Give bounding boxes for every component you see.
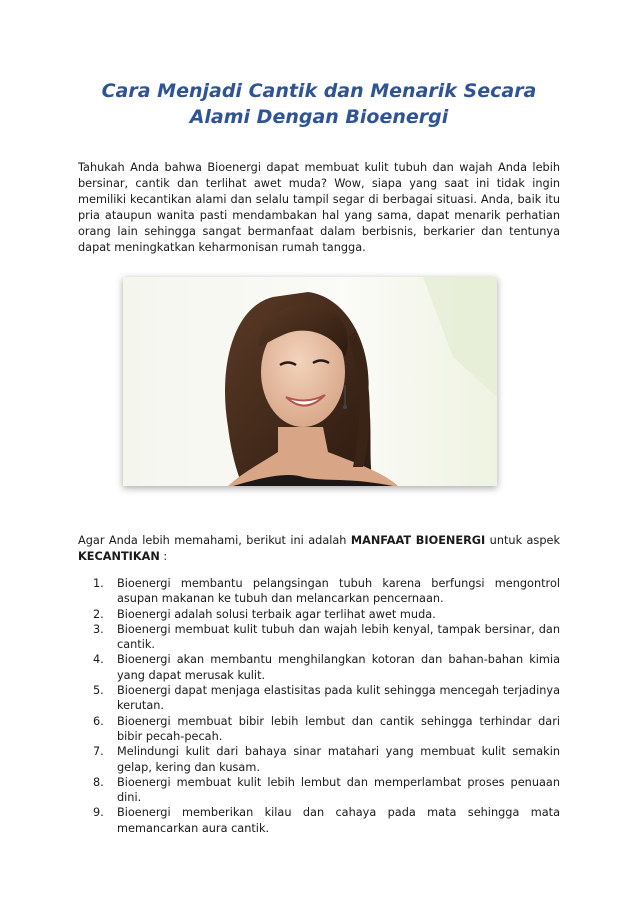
lead-bold-manfaat: MANFAAT BIOENERGI xyxy=(350,534,486,547)
list-item-number: 9. xyxy=(93,806,104,820)
list-item-text: Bioenergi membuat bibir lebih lembut dan cantik sehingga terhindar dari bibir pecah-pecah. xyxy=(117,714,560,743)
list-item-text: Bioenergi dapat menjaga elastisitas pada kulit sehingga mencegah terjadinya kerutan. xyxy=(117,684,560,713)
list-item-number: 5. xyxy=(93,684,104,698)
list-item xyxy=(78,607,560,622)
list-item-text: Bioenergi membantu pelangsingan tubuh karena berfungsi mengontrol asupan makanan ke tubuh dan melancarkan pencernaan. xyxy=(117,577,560,606)
intro-paragraph: Tahukah Anda bahwa Bioenergi dapat membuat kulit tubuh dan wajah Anda lebih bersinar, cantik dan terlihat awet muda? Wow, siapa yang saat ini tidak ingin memiliki kecantikan alami dan selalu tampil segar di berbagai situasi. Anda, baik itu pria ataupun wanita pasti mendambakan hal yang sama, dapat menarik perhatian orang lain sehingga sangat bermanfaat dalam berbisnis, berkarier dan tentunya dapat meningkatkan keharmonisan rumah tangga. xyxy=(78,161,560,254)
lead-text-3: : xyxy=(159,550,168,563)
list-item-text: Bioenergi akan membantu menghilangkan kotoran dan bahan-bahan kimia yang dapat merusak kulit. xyxy=(117,653,560,682)
list-item-text: Melindungi kulit dari bahaya sinar matahari yang membuat kulit semakin gelap, kering dan kusam. xyxy=(117,745,560,774)
page-title: Cara Menjadi Cantik dan Menarik Secara Alami Dengan Bioenergi xyxy=(101,80,537,128)
woman-portrait-photo xyxy=(123,277,497,486)
list-item-number: 8. xyxy=(93,775,104,789)
list-item-number: 2. xyxy=(93,607,104,621)
list-item xyxy=(78,775,560,806)
benefits-list xyxy=(78,576,560,836)
list-item-number: 7. xyxy=(93,745,104,759)
list-item-number: 1. xyxy=(93,577,104,590)
list-item xyxy=(78,805,560,836)
lead-paragraph xyxy=(78,533,560,565)
list-item-text: Bioenergi adalah solusi terbaik agar terlihat awet muda. xyxy=(117,607,436,621)
list-item xyxy=(78,714,560,745)
list-item xyxy=(78,576,560,607)
list-item-number: 6. xyxy=(93,714,104,728)
lead-text-1: Agar Anda lebih memahami, berikut ini adalah xyxy=(78,534,351,547)
list-item xyxy=(78,744,560,775)
list-item-number: 3. xyxy=(93,622,104,636)
list-item-text: Bioenergi membuat kulit lebih lembut dan memperlambat proses penuaan dini. xyxy=(117,775,560,805)
list-item-text: Bioenergi membuat kulit tubuh dan wajah lebih kenyal, tampak bersinar, dan cantik. xyxy=(117,622,560,652)
lead-bold-kecantikan: KECANTIKAN xyxy=(78,550,160,563)
list-item xyxy=(78,652,560,683)
lead-text-2: untuk aspek xyxy=(485,534,560,547)
list-item-text: Bioenergi memberikan kilau dan cahaya pada mata sehingga mata memancarkan aura cantik. xyxy=(117,806,560,835)
list-item-number: 4. xyxy=(93,653,104,667)
list-item xyxy=(78,622,560,653)
list-item xyxy=(78,683,560,714)
